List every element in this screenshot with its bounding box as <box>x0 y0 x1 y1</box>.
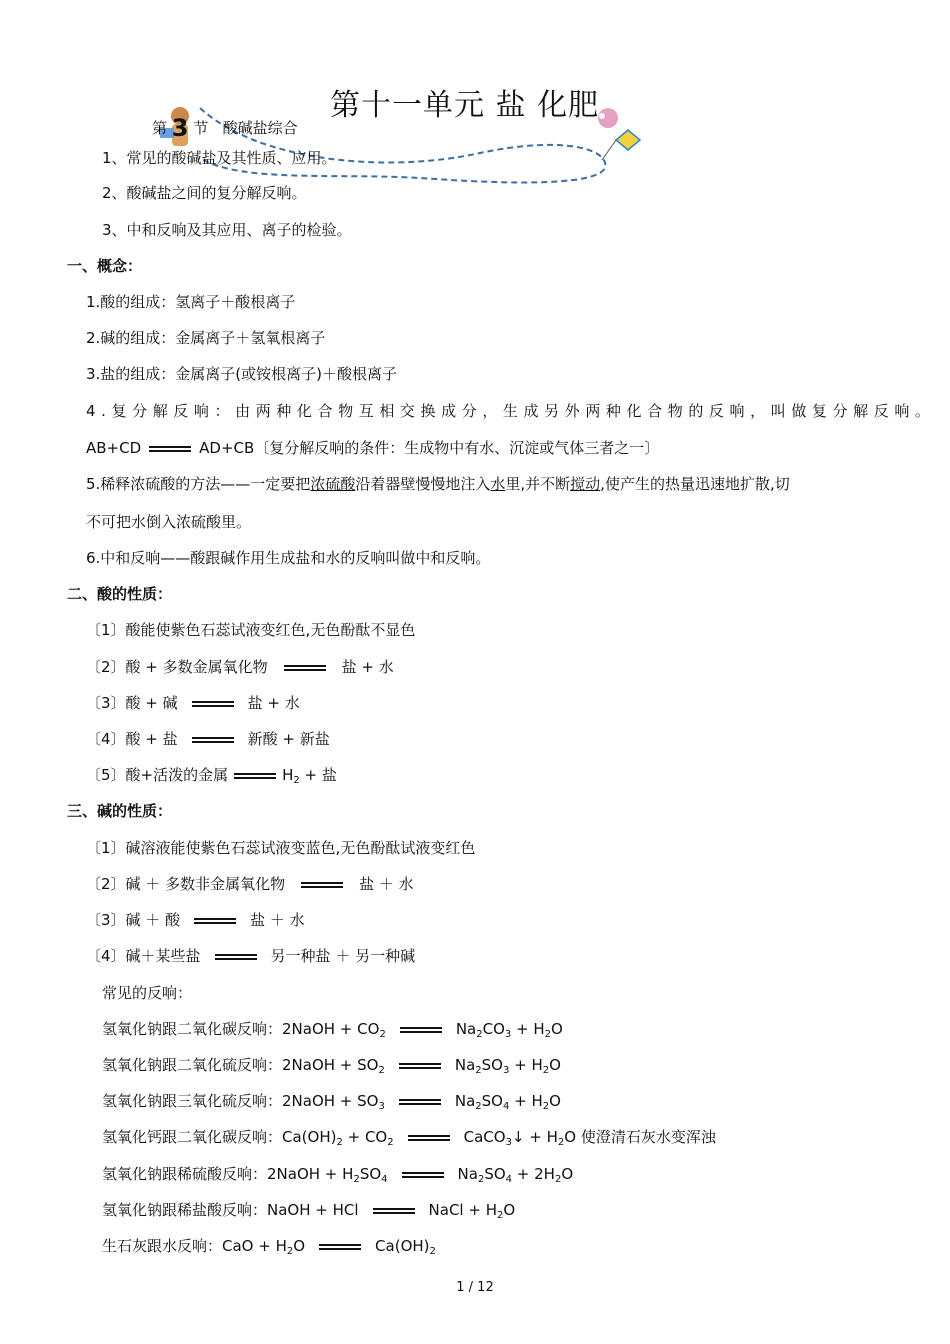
balloon-figure-icon <box>598 108 618 128</box>
page-number: 1 / 12 <box>456 1280 494 1295</box>
equals-sign <box>408 1135 450 1141</box>
reaction-line <box>102 1164 573 1190</box>
text: 〔3〕酸 + 碱 <box>86 694 178 712</box>
section-heading <box>152 111 298 142</box>
text: 新酸 + 新盐 <box>247 730 330 748</box>
text: O <box>293 1237 306 1255</box>
acid-property <box>86 693 300 713</box>
text: O <box>503 1201 516 1219</box>
equals-sign <box>192 701 234 707</box>
text: ↓ + H <box>511 1128 558 1146</box>
text: 5.稀释浓硫酸的方法——一定要把 <box>86 475 311 493</box>
text: SO <box>481 1092 503 1110</box>
text: ,使产生的热量迅速地扩散,切 <box>600 475 790 493</box>
acid-property <box>86 765 337 791</box>
acid-heading: 二、酸的性质： <box>67 585 173 603</box>
text: + CO <box>342 1128 388 1146</box>
text: 使澄清石灰水变浑浊 <box>576 1128 716 1146</box>
kite-icon <box>602 130 640 160</box>
base-property <box>86 946 415 966</box>
text: 盐 ＋ 水 <box>250 911 305 929</box>
text: CaCO <box>463 1128 506 1146</box>
text: + 盐 <box>299 766 337 784</box>
text: 〔5〕酸+活泼的金属 <box>86 766 229 784</box>
base-property <box>86 874 414 894</box>
subscript: 2 <box>293 775 300 786</box>
text: 氢氧化钠跟三氧化硫反响：2NaOH + SO <box>102 1092 379 1110</box>
text: 氢氧化钠跟稀硫酸反响：2NaOH + H <box>102 1165 354 1183</box>
reaction-line <box>102 1019 563 1045</box>
reaction-line <box>102 1055 561 1081</box>
concept-item: 4.复分解反响：由两种化合物互相交换成分，生成另外两种化合物的反响，叫做复分解反响。 <box>86 402 936 420</box>
text: Na <box>455 1020 477 1038</box>
acid-property <box>86 729 330 749</box>
subscript: 2 <box>476 1029 483 1040</box>
subscript: 3 <box>504 1029 512 1040</box>
subscript: 2 <box>475 1101 482 1112</box>
text: SO <box>484 1165 506 1183</box>
concept-item: 3.盐的组成：金属离子(或铵根离子)＋酸根离子 <box>86 365 398 383</box>
text: H <box>282 766 294 784</box>
subscript: 2 <box>544 1029 552 1040</box>
section-number: 3 <box>171 114 189 142</box>
equals-sign <box>402 1172 444 1178</box>
objective-item: 3、中和反响及其应用、离子的检验。 <box>102 221 352 239</box>
text: + H <box>509 1056 543 1074</box>
text: NaCl + H <box>428 1201 497 1219</box>
concepts-heading: 一、概念： <box>67 257 143 275</box>
text: + 2H <box>512 1165 555 1183</box>
concept-item-continued: 不可把水倒入浓硫酸里。 <box>86 513 252 531</box>
subscript: 2 <box>542 1065 550 1076</box>
subscript: 2 <box>429 1246 436 1257</box>
text: O <box>549 1056 561 1074</box>
equals-sign <box>399 1063 441 1069</box>
text: Na <box>457 1165 478 1183</box>
subscript: 4 <box>505 1174 513 1185</box>
concept-item: 1.酸的组成：氢离子＋酸根离子 <box>86 293 296 311</box>
text: 里,并不断 <box>505 475 571 493</box>
text: 氢氧化钠跟二氧化硫反响：2NaOH + SO <box>102 1056 379 1074</box>
text: 〔4〕酸 + 盐 <box>86 730 178 748</box>
equals-sign <box>149 446 191 452</box>
page-title: 第十一单元 盐 化肥 <box>330 88 600 123</box>
text: O <box>564 1128 577 1146</box>
subscript: 2 <box>387 1137 394 1148</box>
equals-sign <box>319 1244 361 1250</box>
subscript: 4 <box>381 1174 388 1185</box>
equals-sign <box>399 1099 441 1105</box>
subscript: 2 <box>477 1174 485 1185</box>
text: 〔3〕碱 ＋ 酸 <box>86 911 181 929</box>
base-heading: 三、碱的性质： <box>67 802 173 820</box>
underlined-text: 水 <box>490 475 506 493</box>
text: 盐 ＋ 水 <box>359 875 414 893</box>
text: O <box>561 1165 574 1183</box>
concept-item: 6.中和反响——酸跟碱作用生成盐和水的反响叫做中和反响。 <box>86 549 491 567</box>
subscript: 2 <box>379 1029 386 1040</box>
subscript: 2 <box>353 1174 360 1185</box>
double-replacement-formula <box>86 438 659 458</box>
text: SO <box>359 1165 382 1183</box>
formula-left: AB+CD <box>86 439 142 457</box>
equals-sign <box>192 737 234 743</box>
reaction-line <box>102 1236 436 1262</box>
text: + H <box>509 1092 543 1110</box>
reaction-line <box>102 1091 561 1117</box>
subscript: 3 <box>502 1065 510 1076</box>
base-property <box>86 910 305 930</box>
text: 生石灰跟水反响：CaO + H <box>102 1237 287 1255</box>
equals-sign <box>215 954 257 960</box>
text: 盐 + 水 <box>341 658 394 676</box>
section-suffix: 节 <box>193 119 209 137</box>
formula-right: AD+CB〔复分解反响的条件：生成物中有水、沉淀或气体三者之一〕 <box>199 439 660 457</box>
text: Ca(OH) <box>375 1237 430 1255</box>
reaction-line <box>102 1200 515 1226</box>
equals-sign <box>284 665 326 671</box>
text: 〔2〕酸 + 多数金属氧化物 <box>86 658 268 676</box>
text: + H <box>511 1020 545 1038</box>
text: Na <box>454 1092 476 1110</box>
subscript: 2 <box>554 1174 562 1185</box>
section-prefix: 第 <box>152 119 168 137</box>
concept-item-dilution <box>86 474 790 494</box>
text: 另一种盐 ＋ 另一种碱 <box>270 947 416 965</box>
text: CO <box>482 1020 505 1038</box>
text: 氢氧化钠跟稀盐酸反响：NaOH + HCl <box>102 1201 359 1219</box>
subscript: 2 <box>542 1101 550 1112</box>
text: O <box>551 1020 563 1038</box>
text: 沿着器壁慢慢地注入 <box>355 475 491 493</box>
equals-sign <box>194 918 236 924</box>
text: O <box>549 1092 561 1110</box>
subscript: 2 <box>496 1210 504 1221</box>
base-property: 〔1〕碱溶液能使紫色石蕊试液变蓝色,无色酚酞试液变红色 <box>86 839 476 857</box>
text: 氢氧化钠跟二氧化碳反响：2NaOH + CO <box>102 1020 380 1038</box>
subscript: 2 <box>286 1246 294 1257</box>
acid-property: 〔1〕酸能使紫色石蕊试液变红色,无色酚酞不显色 <box>86 621 416 639</box>
section-name: 酸碱盐综合 <box>222 119 298 137</box>
underlined-text: 浓硫酸 <box>310 475 356 493</box>
text: 〔4〕碱＋某些盐 <box>86 947 201 965</box>
text: 氢氧化钙跟二氧化碳反响：Ca(OH) <box>102 1128 337 1146</box>
text: 〔2〕碱 ＋ 多数非金属氧化物 <box>86 875 286 893</box>
reaction-line <box>102 1127 716 1153</box>
objective-item: 1、常见的酸碱盐及其性质、应用。 <box>102 149 337 167</box>
equals-sign <box>234 773 276 779</box>
underlined-text: 搅动 <box>570 475 601 493</box>
equals-sign <box>373 1208 415 1214</box>
objective-item: 2、酸碱盐之间的复分解反响。 <box>102 184 307 202</box>
subscript: 3 <box>378 1101 385 1112</box>
acid-property <box>86 657 394 677</box>
concept-item: 2.碱的组成：金属离子＋氢氧根离子 <box>86 329 326 347</box>
subscript: 2 <box>557 1137 565 1148</box>
equals-sign <box>400 1027 442 1033</box>
subscript: 2 <box>475 1065 482 1076</box>
subscript: 2 <box>336 1137 343 1148</box>
common-reactions-label: 常见的反响： <box>102 984 193 1002</box>
text: 盐 + 水 <box>247 694 300 712</box>
subscript: 2 <box>378 1065 385 1076</box>
equals-sign <box>301 882 343 888</box>
subscript: 4 <box>502 1101 510 1112</box>
subscript: 3 <box>505 1137 512 1148</box>
text: Na <box>454 1056 476 1074</box>
text: SO <box>481 1056 503 1074</box>
